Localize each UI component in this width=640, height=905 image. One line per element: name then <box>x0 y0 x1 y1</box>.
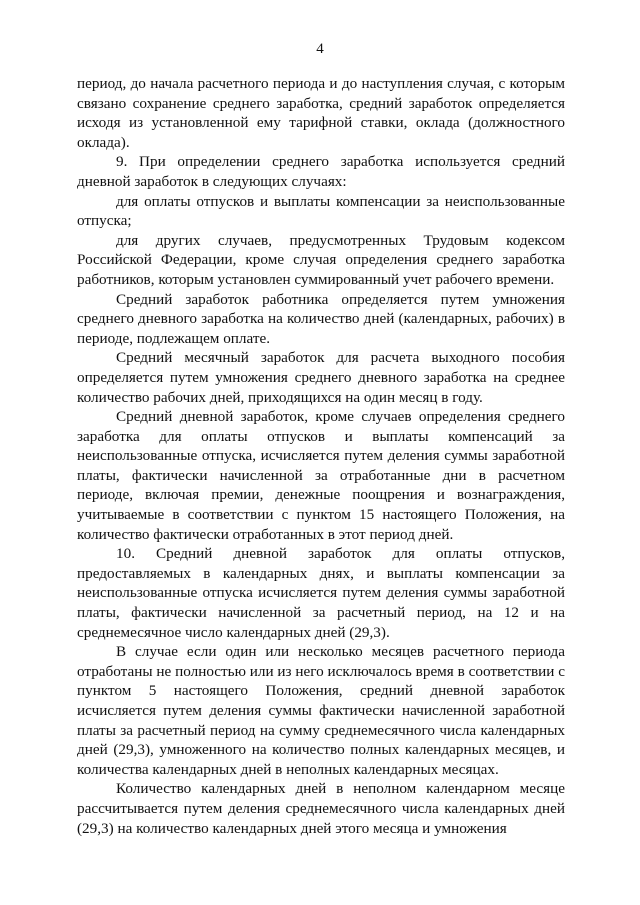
page-number: 4 <box>316 41 324 57</box>
paragraph: для оплаты отпусков и выплаты компенсации за неиспользованные отпуска; <box>77 192 565 230</box>
paragraph: Средний дневной заработок, кроме случаев определения среднего заработка для оплаты отпусков и выплаты компенсаций за неиспользованные отпуска, исчисляется путем деления суммы заработной платы, фактически начисленной за отработанные дни в расчетном периоде, включая премии, денежные поощрения и вознаграждения, учитываемые в соответствии с пунктом 15 настоящего Положения, на количество фактически отработанных в этот период дней. <box>77 408 565 543</box>
paragraph: Средний месячный заработок для расчета выходного пособия определяется путем умножения среднего дневного заработка на среднее количество рабочих дней, приходящихся на один месяц в году. <box>77 349 565 406</box>
paragraph: 9. При определении среднего заработка используется средний дневной заработок в следующих случаях: <box>77 153 565 190</box>
document-body <box>77 74 565 838</box>
paragraph: Средний заработок работника определяется путем умножения среднего дневного заработка на количество дней (календарных, рабочих) в периоде, подлежащем оплате. <box>77 290 565 347</box>
paragraph: для других случаев, предусмотренных Трудовым кодексом Российской Федерации, кроме случая определения среднего заработка работников, которым установлен суммированный учет рабочего времени. <box>77 231 565 288</box>
paragraph: Количество календарных дней в неполном календарном месяце рассчитывается путем деления среднемесячного числа календарных дней (29,3) на количество календарных дней этого месяца и умножения <box>77 780 565 837</box>
paragraph: период, до начала расчетного периода и до наступления случая, с которым связано сохранение среднего заработка, средний заработок определяется исходя из установленной ему тарифной ставки, оклада (должностного оклада). <box>77 75 565 151</box>
paragraph: 10. Средний дневной заработок для оплаты отпусков, предоставляемых в календарных днях, и выплаты компенсации за неиспользованные отпуска исчисляется путем деления суммы заработной платы, фактически начисленной за расчетный период, на 12 и на среднемесячное число календарных дней (29,3). <box>77 545 565 641</box>
paragraph: В случае если один или несколько месяцев расчетного периода отработаны не полностью или из него исключалось время в соответствии с пунктом 5 настоящего Положения, средний дневной заработок исчисляется путем деления суммы фактически начисленной заработной платы за расчетный период на сумму среднемесячного числа календарных дней (29,3), умноженного на количество полных календарных месяцев, и количества календарных дней в неполных календарных месяцах. <box>77 643 565 778</box>
